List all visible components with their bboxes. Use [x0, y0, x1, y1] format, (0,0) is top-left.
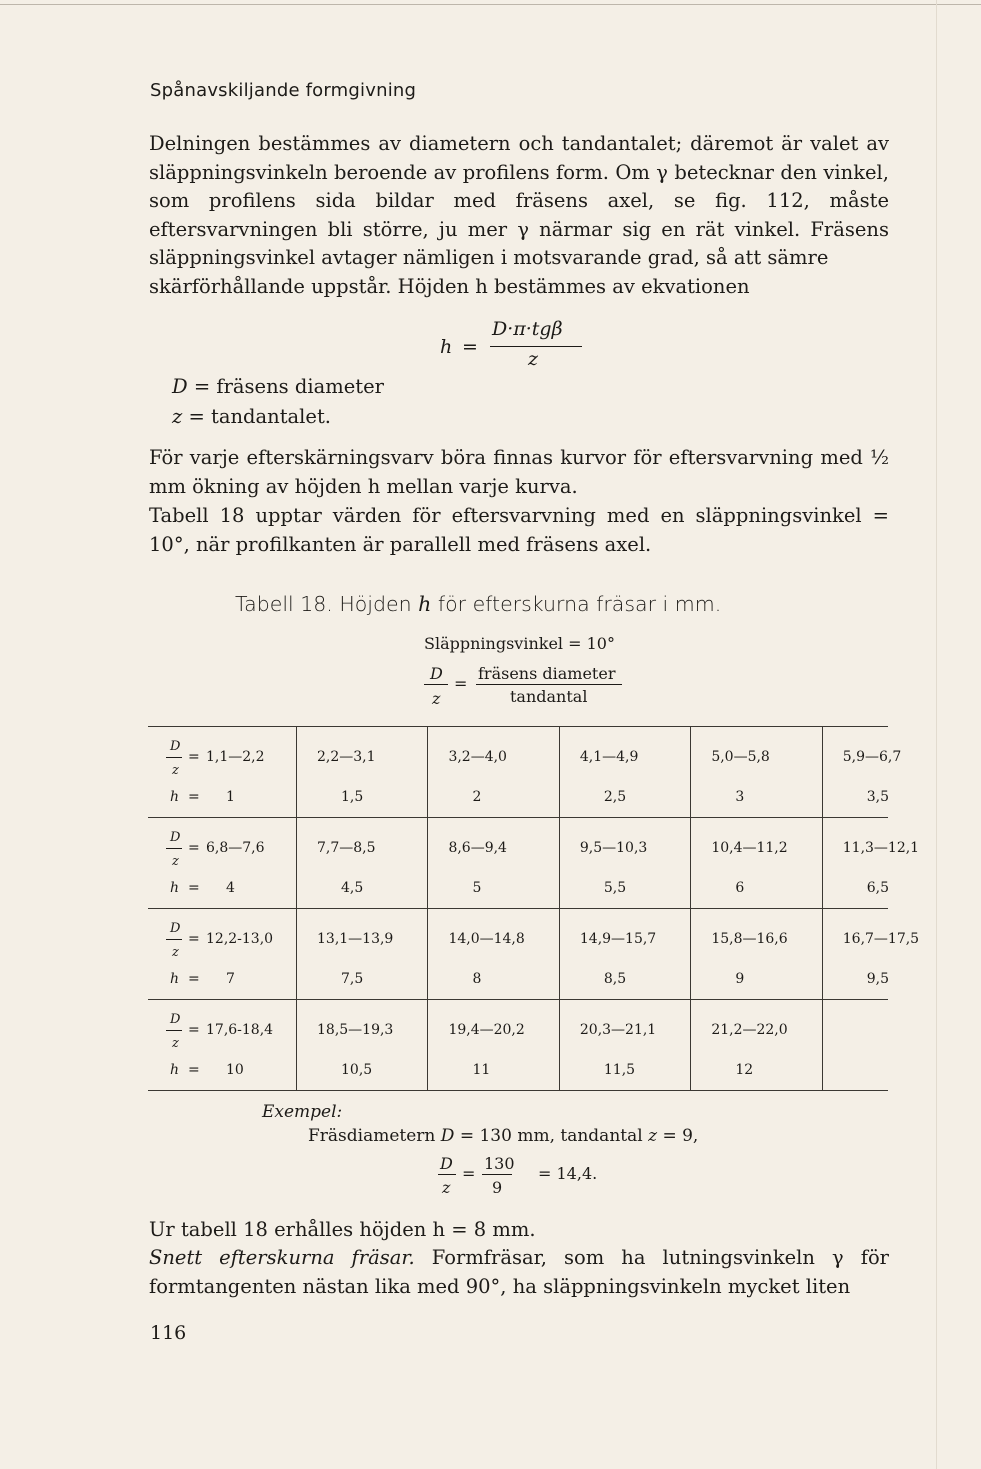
height-formula: [440, 318, 600, 374]
formula-denominator: z: [528, 348, 539, 370]
def-frac-equals: =: [454, 674, 468, 693]
def-frac-D: D: [430, 664, 443, 683]
table-cell: 7,7—8,5 4,5: [297, 818, 428, 909]
formula-fraction-bar: [490, 346, 582, 347]
table-cell: 11,3—12,1 6,5: [822, 818, 888, 909]
table-cell: 14,0—14,8 8: [428, 909, 559, 1000]
table-row: [148, 909, 888, 1000]
table-cell: 2,2—3,1 1,5: [297, 727, 428, 818]
table-definition-fraction: [424, 662, 624, 712]
paragraph-5: Snett efterskurna fräsar. Formfräsar, som ha lutningsvinkeln γ för formtangenten nästan lika med 90°, ha släppningsvinkeln mycket liten: [149, 1246, 890, 1298]
paragraph-1-body: Delningen bestämmes av diametern och tandantalet; däremot är valet av släppningsvinkeln beroende av profilens form. Om γ betecknar den vinkel, som profilens sida bildar med fräsens axel, se fig. 112, måste eftersvarvningen bli större, ju mer γ närmar sig en rät vinkel. Fräsens släppningsvinkel avtager nämligen i motsvarande grad, så att sämre: [149, 132, 889, 270]
table-cell: 18,5—19,3 10,5: [297, 1000, 428, 1091]
table-cell: 3,2—4,0 2: [428, 727, 559, 818]
def-frac-denominator: tandantal: [510, 687, 588, 706]
page-top-rule: [0, 4, 981, 5]
table-cell: 16,7—17,5 9,5: [822, 909, 888, 1000]
table-cell: 9,5—10,3 5,5: [559, 818, 690, 909]
table-cell: 15,8—16,6 9: [691, 909, 822, 1000]
formula-numerator: D·π·tgβ: [492, 318, 563, 340]
def-z: z = tandantalet.: [172, 405, 331, 428]
page-edge: [936, 0, 937, 1469]
table-cell-label: D z = 6,8—7,6 h = 4: [148, 818, 297, 909]
example-statement: Fräsdiametern D = 130 mm, tandantal z = 9,: [308, 1126, 699, 1146]
paragraph-1-last-line: skärförhållande uppstår. Höjden h bestämmes av ekvationen: [149, 274, 750, 298]
table-cell-label: D z = 12,2-13,0 h = 7: [148, 909, 297, 1000]
table-cell: 5,0—5,8 3: [691, 727, 822, 818]
paragraph-1: [149, 130, 889, 302]
example-label: Exempel:: [262, 1102, 343, 1122]
table-cell-label: D z = 1,1—2,2 h = 1: [148, 727, 297, 818]
table-cell: 21,2—22,0 12: [691, 1000, 822, 1091]
table-row: [148, 727, 888, 818]
table-cell: 14,9—15,7 8,5: [559, 909, 690, 1000]
formula-lhs: h: [440, 336, 453, 358]
formula-equals: =: [462, 336, 478, 358]
table-cell: 4,1—4,9 2,5: [559, 727, 690, 818]
table-condition: Släppningsvinkel = 10°: [424, 634, 615, 653]
paragraph-3: Tabell 18 upptar värden för eftersvarvning med en släppningsvinkel = 10°, när profilkanten är parallell med fräsens axel.: [149, 504, 889, 556]
def-frac-z: z: [432, 689, 441, 708]
symbol-definitions: [172, 372, 384, 432]
table-cell: 5,9—6,7 3,5: [822, 727, 888, 818]
table-cell: 20,3—21,1 11,5: [559, 1000, 690, 1091]
table-title: Tabell 18. Höjden h för efterskurna fräsar i mm.: [235, 592, 722, 616]
example-calculation: D z = 130 9 = 14,4.: [440, 1154, 598, 1197]
table-cell: 8,6—9,4 5: [428, 818, 559, 909]
paragraph-4: Ur tabell 18 erhålles höjden h = 8 mm.: [149, 1218, 536, 1241]
table-cell: 10,4—11,2 6: [691, 818, 822, 909]
table-row: [148, 818, 888, 909]
table-cell-empty: [822, 1000, 888, 1091]
def-frac-bar-right: [476, 684, 622, 685]
def-D: D = fräsens diameter: [172, 375, 384, 398]
def-frac-numerator: fräsens diameter: [478, 664, 616, 683]
page-number: 116: [150, 1322, 187, 1344]
table-cell: 13,1—13,9 7,5: [297, 909, 428, 1000]
paragraph-2: För varje efterskärningsvarv böra finnas kurvor för eftersvarvning med ½ mm ökning av höjden h mellan varje kurva.: [149, 446, 889, 498]
table-cell-label: D z = 17,6-18,4 h = 10: [148, 1000, 297, 1091]
table-cell: 19,4—20,2 11: [428, 1000, 559, 1091]
running-header: Spånavskiljande formgivning: [150, 80, 417, 101]
height-table: [148, 726, 920, 1091]
table-row: [148, 1000, 888, 1091]
def-frac-bar-left: [424, 684, 448, 685]
